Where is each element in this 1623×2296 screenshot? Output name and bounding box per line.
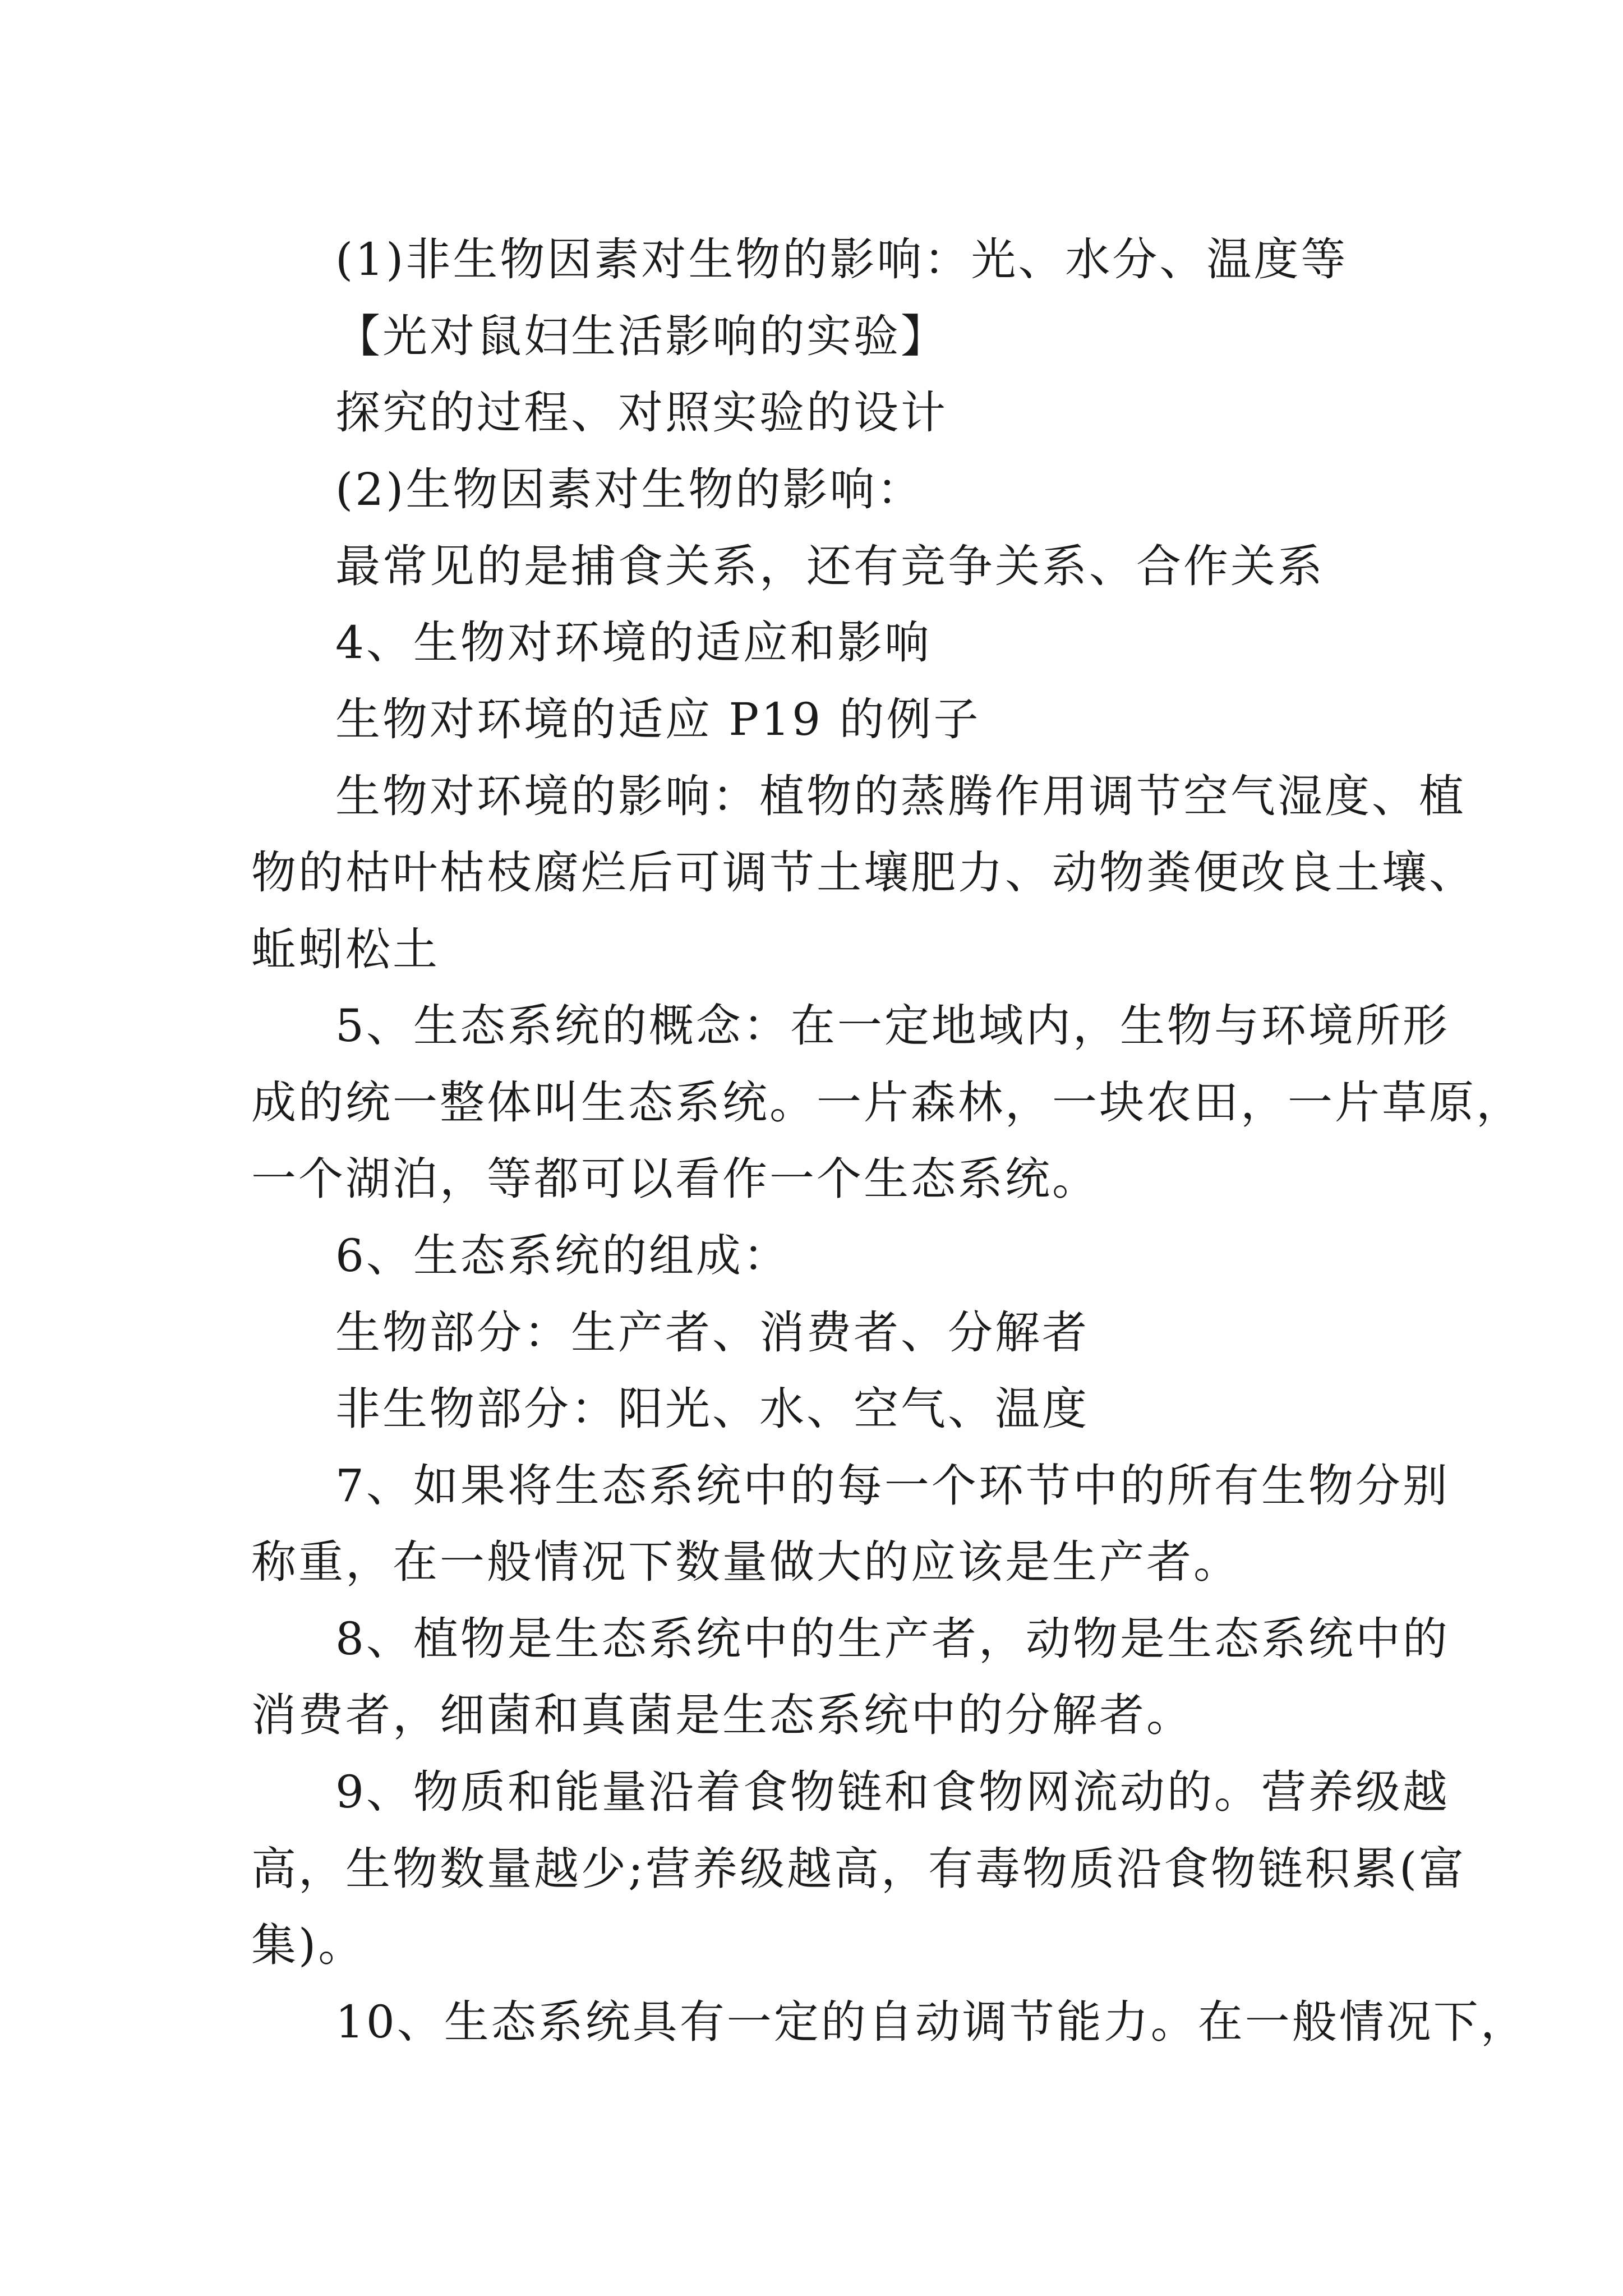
paragraph-line: 蚯蚓松土	[251, 923, 440, 976]
paragraph-line: 探究的过程、对照实验的设计	[335, 386, 948, 439]
paragraph-line: 8、植物是生态系统中的生产者，动物是生态系统中的	[335, 1613, 1450, 1665]
paragraph-line: 6、生态系统的组成：	[335, 1230, 790, 1282]
paragraph-line: 集)。	[251, 1919, 366, 1971]
paragraph-line: 成的统一整体叫生态系统。一片森林，一块农田，一片草原，	[251, 1076, 1523, 1129]
paragraph-line: 生物部分：生产者、消费者、分解者	[335, 1306, 1089, 1359]
paragraph-line: 5、生态系统的概念：在一定地域内，生物与环境所形	[335, 1000, 1450, 1052]
paragraph-line: 9、物质和能量沿着食物链和食物网流动的。营养级越	[335, 1766, 1450, 1818]
paragraph-line: 最常见的是捕食关系，还有竞争关系、合作关系	[335, 540, 1325, 592]
paragraph-line: 10、生态系统具有一定的自动调节能力。在一般情况下，	[335, 1996, 1528, 2048]
paragraph-line: 生物对环境的影响：植物的蒸腾作用调节空气湿度、植	[335, 770, 1466, 822]
paragraph-line: 7、如果将生态系统中的每一个环节中的所有生物分别	[335, 1460, 1450, 1512]
paragraph-line: 高，生物数量越少;营养级越高，有毒物质沿食物链积累(富	[251, 1843, 1467, 1895]
paragraph-line: 消费者，细菌和真菌是生态系统中的分解者。	[251, 1689, 1193, 1741]
paragraph-line: 非生物部分：阳光、水、空气、温度	[335, 1383, 1089, 1435]
paragraph-line: 生物对环境的适应 P19 的例子	[335, 693, 981, 746]
paragraph-line: 【光对鼠妇生活影响的实验】	[335, 310, 948, 362]
paragraph-line: 称重，在一般情况下数量做大的应该是生产者。	[251, 1536, 1241, 1588]
paragraph-line: 一个湖泊，等都可以看作一个生态系统。	[251, 1153, 1099, 1205]
paragraph-line: 物的枯叶枯枝腐烂后可调节土壤肥力、动物粪便改良土壤、	[251, 846, 1476, 899]
paragraph-line: (2)生物因素对生物的影响：	[335, 463, 924, 516]
paragraph-line: 4、生物对环境的适应和影响	[335, 616, 932, 669]
paragraph-line: (1)非生物因素对生物的影响：光、水分、温度等	[335, 233, 1348, 286]
